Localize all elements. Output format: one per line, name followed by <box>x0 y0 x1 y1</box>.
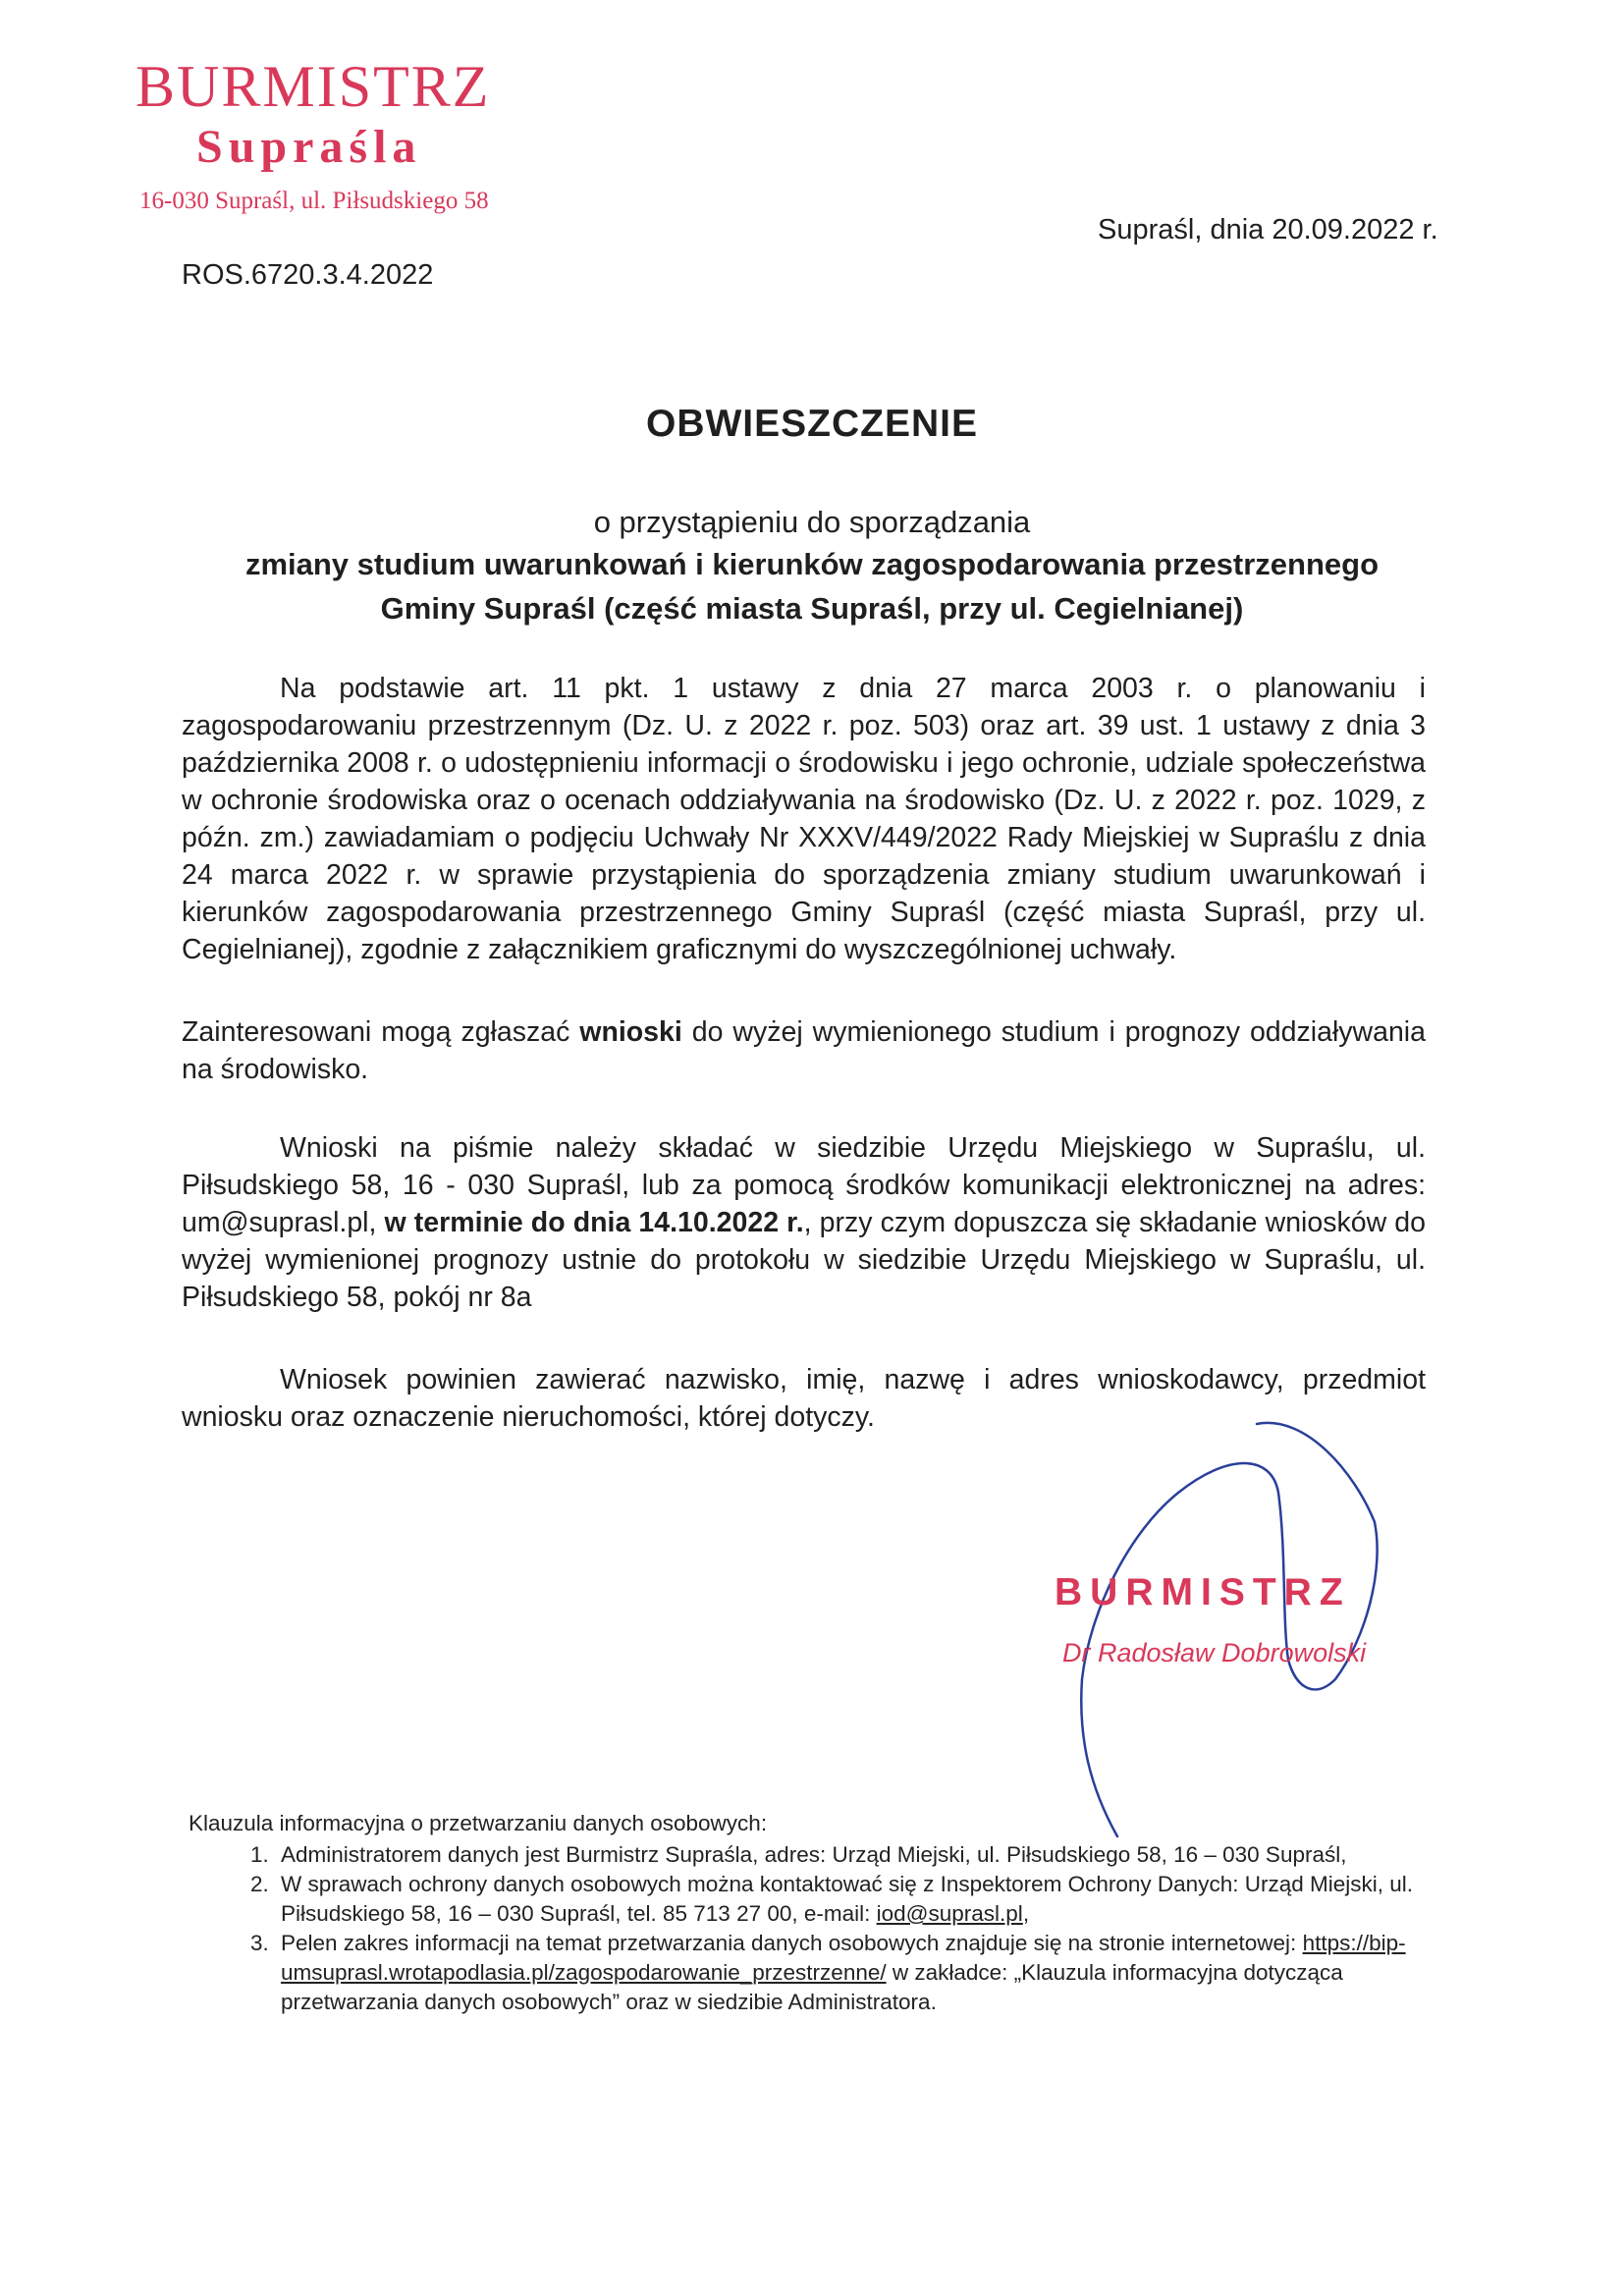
letterhead-address: 16-030 Supraśl, ul. Piłsudskiego 58 <box>139 188 489 214</box>
letterhead-town: Supraśla <box>196 121 422 173</box>
text-span: , <box>1022 1901 1030 1926</box>
bold-wnioski: wnioski <box>579 1016 682 1048</box>
handwritten-signature <box>1060 1414 1414 1846</box>
paragraph-interested-parties <box>182 1013 1426 1088</box>
paragraph-submission <box>182 1129 1426 1316</box>
clause-item <box>275 1929 1416 2017</box>
page-title: OBWIESZCZENIE <box>645 403 978 445</box>
document-date: Supraśl, dnia 20.09.2022 r. <box>1098 214 1438 246</box>
signature-stamp-title: BURMISTRZ <box>1055 1571 1351 1613</box>
letterhead-title: BURMISTRZ <box>135 54 491 119</box>
subheading-line-3: Gminy Supraśl (część miasta Supraśl, przy ul. Cegielnianej) <box>380 591 1244 626</box>
text-span: , przy czym dopuszcza się składanie wniosków do wyżej wymienionej prognozy ustnie do protokołu w siedzibie Urzędu Miejskiego w Supraślu, ul. Piłsudskiego 58, pokój nr 8a <box>182 1207 1426 1313</box>
paragraph-legal-basis: Na podstawie art. 11 pkt. 1 ustawy z dnia 27 marca 2003 r. o planowaniu i zagospodarowaniu przestrzennym (Dz. U. z 2022 r. poz. 503) oraz art. 39 ust. 1 ustawy z dnia 3 października 2008 r. o udostępnieniu informacji o środowisku i jego ochronie, udziale społeczeństwa w ochronie środowiska oraz o ocenach oddziaływania na środowisko (Dz. U. z 2022 r. poz. 1029, z późn. zm.) zawiadamiam o podjęciu Uchwały Nr XXXV/449/2022 Rady Miejskiej w Supraślu z dnia 24 marca 2022 r. w sprawie przystąpienia do sporządzenia zmiany studium uwarunkowań i kierunków zagospodarowania przestrzennego Gminy Supraśl (część miasta Supraśl, przy ul. Cegielnianej), zgodnie z załącznikiem graficznymi do wyszczególnionej uchwały. <box>182 673 1426 965</box>
clause-item <box>275 1870 1416 1929</box>
clause-list <box>189 1840 1416 2017</box>
paragraph-requirements: Wniosek powinien zawierać nazwisko, imię, nazwę i adres wnioskodawcy, przedmiot wniosku oraz oznaczenie nieruchomości, której dotyczy. <box>182 1364 1426 1433</box>
subheading-line-2: zmiany studium uwarunkowań i kierunków zagospodarowania przestrzennego <box>244 547 1380 581</box>
text-span: Wnioski na piśmie należy składać w siedzibie Urzędu Miejskiego w Supraślu, ul. Piłsudskiego 58, 16 - 030 Supraśl, lub za pomocą środków komunikacji elektronicznej na adres: um@suprasl.pl, <box>182 1132 1426 1238</box>
reference-number: ROS.6720.3.4.2022 <box>182 259 434 291</box>
bold-deadline: w terminie do dnia 14.10.2022 r. <box>384 1207 804 1238</box>
text-span: Pelen zakres informacji na temat przetwarzania danych osobowych znajduje się na stronie internetowej: <box>281 1931 1303 1955</box>
text-span: w zakładce: „Klauzula informacyjna dotycząca przetwarzania danych osobowych” oraz w siedzibie Administratora. <box>281 1960 1343 2014</box>
email-link[interactable]: iod@suprasl.pl <box>876 1901 1023 1926</box>
data-protection-clause <box>189 1809 1416 2017</box>
text-span: do wyżej wymienionego studium i prognozy oddziaływania na środowisko. <box>182 1016 1426 1085</box>
website-link[interactable]: https://bip-umsuprasl.wrotapodlasia.pl/zagospodarowanie_przestrzenne/ <box>281 1931 1406 1985</box>
text-span: Zainteresowani mogą zgłaszać <box>182 1016 580 1048</box>
clause-item: 1. Administratorem danych jest Burmistrz Supraśla, adres: Urząd Miejski, ul. Piłsudskiego 58, 16 – 030 Supraśl, <box>275 1840 1416 1870</box>
signature-stamp-name: Dr Radosław Dobrowolski <box>1062 1638 1367 1667</box>
clause-title: Klauzula informacyjna o przetwarzaniu danych osobowych: <box>189 1811 768 1835</box>
text-span: W sprawach ochrony danych osobowych można kontaktować się z Inspektorem Ochrony Danych: Urząd Miejski, ul. Piłsudskiego 58, 16 – 030 Supraśl, tel. 85 713 27 00, e-mail: <box>281 1872 1413 1926</box>
subheading-line-1: o przystąpieniu do sporządzania <box>593 505 1031 539</box>
